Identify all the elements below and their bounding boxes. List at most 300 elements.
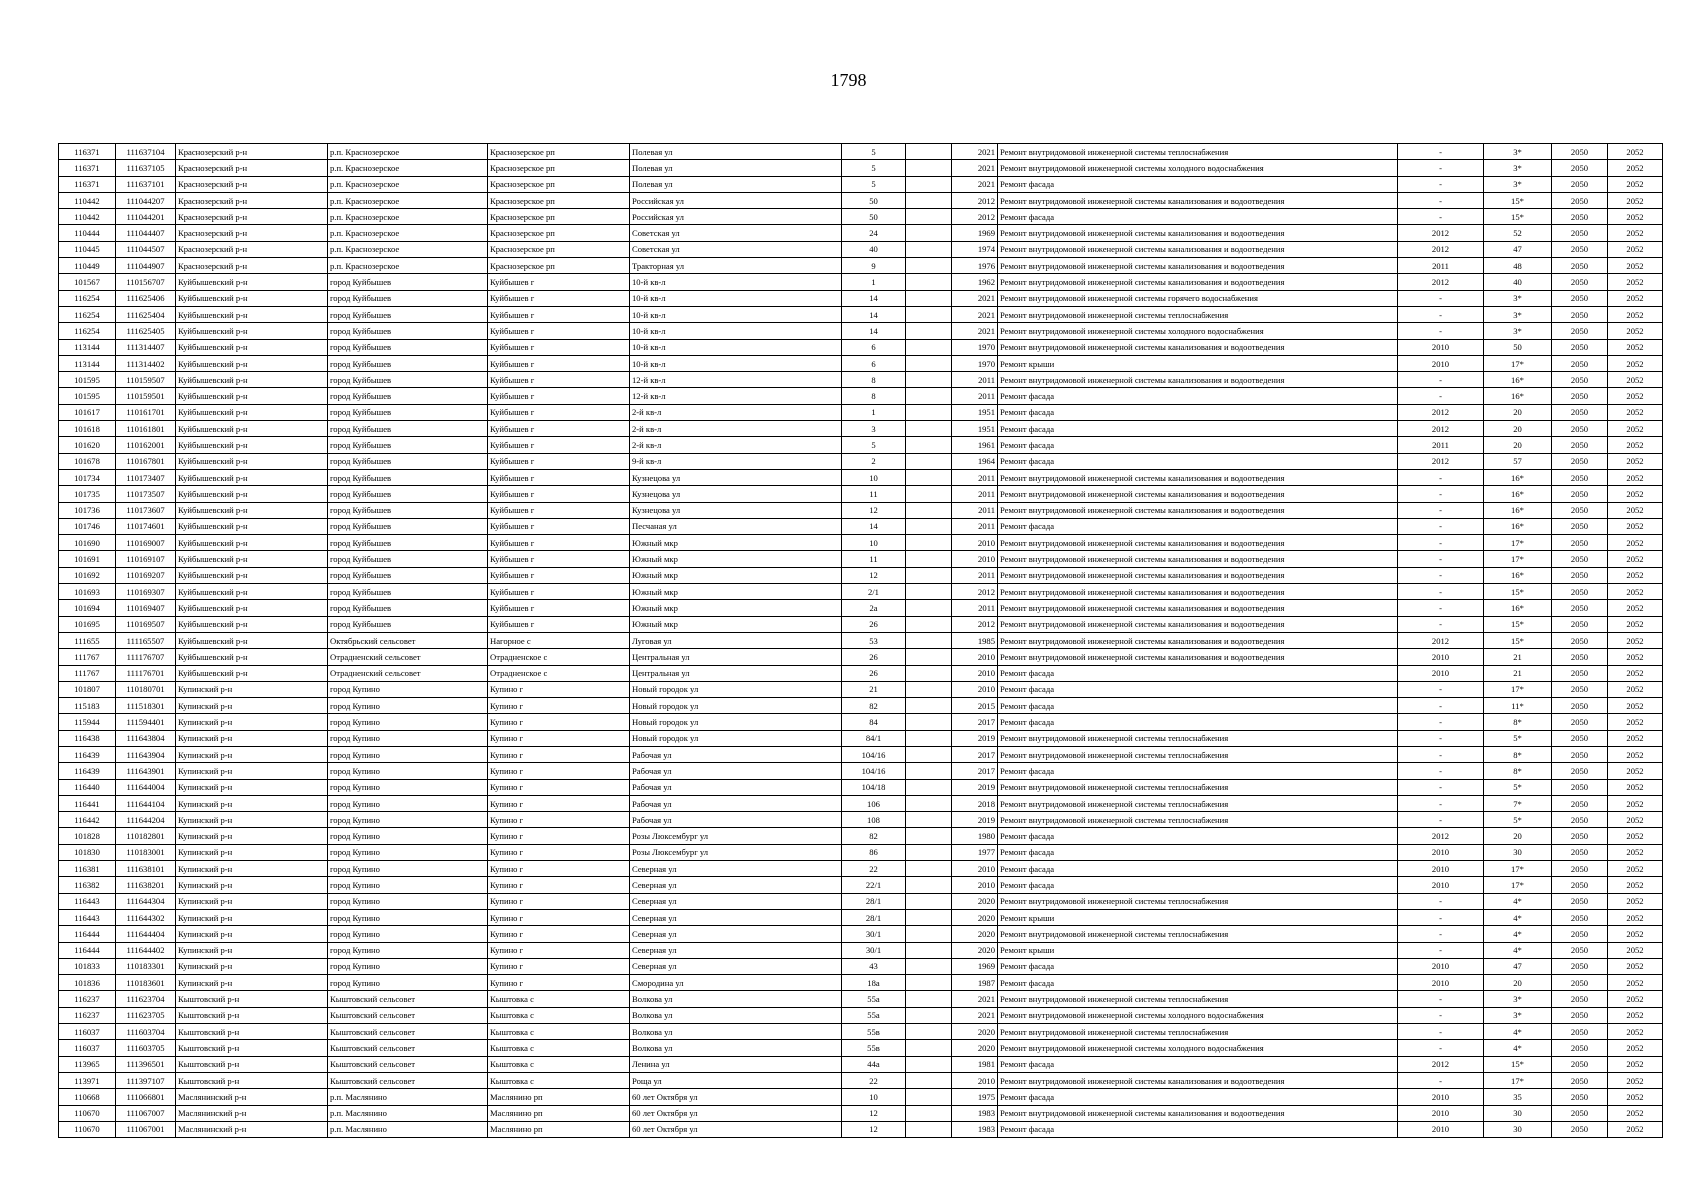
cell-blank-cell [906, 893, 952, 909]
cell-work-code: 111643804 [116, 730, 176, 746]
cell-street: Тракторная ул [630, 258, 842, 274]
cell-work-code: 111623705 [116, 1007, 176, 1023]
cell-street: Песчаная ул [630, 518, 842, 534]
cell-last-repair-year: - [1398, 306, 1484, 322]
cell-house-id: 101617 [59, 404, 116, 420]
cell-blank-cell [906, 469, 952, 485]
cell-wear-value: 47 [1484, 958, 1552, 974]
cell-house-id: 101678 [59, 453, 116, 469]
cell-house-id: 101830 [59, 844, 116, 860]
cell-blank-cell [906, 975, 952, 991]
cell-street: Южный мкр [630, 567, 842, 583]
cell-municipality: город Купино [328, 942, 488, 958]
cell-work-code: 110169307 [116, 584, 176, 600]
cell-municipality: город Купино [328, 861, 488, 877]
cell-blank-cell [906, 746, 952, 762]
cell-work-type: Ремонт внутридомовой инженерной системы канализования и водоотведения [998, 1072, 1398, 1088]
cell-municipality: город Куйбышев [328, 290, 488, 306]
cell-house-id: 101695 [59, 616, 116, 632]
cell-build-year: 2011 [952, 518, 998, 534]
cell-street: Кузнецова ул [630, 469, 842, 485]
cell-district: Куйбышевский р-н [176, 649, 328, 665]
cell-house-number: 104/18 [842, 779, 906, 795]
cell-municipality: город Куйбышев [328, 339, 488, 355]
cell-plan-end-year: 2052 [1608, 209, 1663, 225]
cell-plan-end-year: 2052 [1608, 323, 1663, 339]
cell-blank-cell [906, 355, 952, 371]
cell-work-type: Ремонт внутридомовой инженерной системы теплоснабжения [998, 306, 1398, 322]
cell-street: 10-й кв-л [630, 274, 842, 290]
cell-plan-end-year: 2052 [1608, 290, 1663, 306]
cell-wear-value: 35 [1484, 1089, 1552, 1105]
cell-municipality: город Купино [328, 844, 488, 860]
cell-plan-end-year: 2052 [1608, 926, 1663, 942]
cell-plan-end-year: 2052 [1608, 144, 1663, 160]
cell-blank-cell [906, 584, 952, 600]
cell-work-type: Ремонт внутридомовой инженерной системы канализования и водоотведения [998, 649, 1398, 665]
cell-work-code: 110173407 [116, 469, 176, 485]
cell-plan-start-year: 2050 [1552, 991, 1608, 1007]
cell-house-id: 101828 [59, 828, 116, 844]
cell-blank-cell [906, 698, 952, 714]
cell-municipality: р.п. Краснозерское [328, 160, 488, 176]
cell-district: Куйбышевский р-н [176, 469, 328, 485]
cell-plan-start-year: 2050 [1552, 730, 1608, 746]
cell-house-number: 24 [842, 225, 906, 241]
cell-plan-start-year: 2050 [1552, 714, 1608, 730]
cell-plan-start-year: 2050 [1552, 828, 1608, 844]
cell-house-id: 116037 [59, 1024, 116, 1040]
cell-blank-cell [906, 828, 952, 844]
cell-municipality: город Куйбышев [328, 600, 488, 616]
cell-street: Кузнецова ул [630, 486, 842, 502]
cell-work-code: 110156707 [116, 274, 176, 290]
cell-plan-end-year: 2052 [1608, 535, 1663, 551]
cell-plan-end-year: 2052 [1608, 486, 1663, 502]
cell-plan-end-year: 2052 [1608, 258, 1663, 274]
cell-municipality: город Купино [328, 779, 488, 795]
cell-build-year: 2012 [952, 192, 998, 208]
cell-plan-end-year: 2052 [1608, 893, 1663, 909]
cell-district: Купинский р-н [176, 795, 328, 811]
cell-house-id: 116371 [59, 176, 116, 192]
cell-municipality: Кыштовский сельсовет [328, 1024, 488, 1040]
cell-house-id: 116037 [59, 1040, 116, 1056]
cell-house-id: 116371 [59, 160, 116, 176]
cell-wear-value: 7* [1484, 795, 1552, 811]
cell-house-number: 84/1 [842, 730, 906, 746]
cell-plan-start-year: 2050 [1552, 306, 1608, 322]
cell-district: Куйбышевский р-н [176, 388, 328, 404]
cell-work-code: 110161801 [116, 421, 176, 437]
cell-build-year: 1951 [952, 421, 998, 437]
cell-municipality: город Куйбышев [328, 372, 488, 388]
cell-settlement: Куйбышев г [488, 339, 630, 355]
cell-wear-value: 30 [1484, 1105, 1552, 1121]
cell-last-repair-year: - [1398, 600, 1484, 616]
cell-house-id: 116371 [59, 144, 116, 160]
cell-build-year: 1987 [952, 975, 998, 991]
table-row [59, 535, 1663, 551]
cell-last-repair-year: - [1398, 812, 1484, 828]
table-row [59, 861, 1663, 877]
cell-build-year: 2017 [952, 714, 998, 730]
cell-work-type: Ремонт фасада [998, 763, 1398, 779]
cell-municipality: Отрадненский сельсовет [328, 649, 488, 665]
cell-house-number: 12 [842, 567, 906, 583]
cell-plan-start-year: 2050 [1552, 355, 1608, 371]
cell-municipality: город Куйбышев [328, 421, 488, 437]
cell-district: Кыштовский р-н [176, 1024, 328, 1040]
cell-last-repair-year: - [1398, 730, 1484, 746]
cell-settlement: Отрадненское с [488, 665, 630, 681]
cell-municipality: город Купино [328, 795, 488, 811]
cell-street: Северная ул [630, 958, 842, 974]
cell-settlement: Маслянино рп [488, 1121, 630, 1137]
cell-house-number: 10 [842, 1089, 906, 1105]
cell-house-id: 101734 [59, 469, 116, 485]
cell-municipality: р.п. Краснозерское [328, 176, 488, 192]
cell-street: Центральная ул [630, 649, 842, 665]
cell-blank-cell [906, 437, 952, 453]
page-number: 1798 [830, 70, 867, 90]
cell-wear-value: 3* [1484, 323, 1552, 339]
table-row [59, 844, 1663, 860]
cell-settlement: Купино г [488, 681, 630, 697]
table-row [59, 681, 1663, 697]
cell-blank-cell [906, 1089, 952, 1105]
cell-house-number: 55а [842, 1007, 906, 1023]
cell-work-type: Ремонт фасада [998, 877, 1398, 893]
cell-build-year: 2012 [952, 616, 998, 632]
cell-settlement: Нагорное с [488, 632, 630, 648]
cell-house-id: 101567 [59, 274, 116, 290]
table-row [59, 502, 1663, 518]
cell-work-type: Ремонт внутридомовой инженерной системы теплоснабжения [998, 795, 1398, 811]
cell-municipality: город Куйбышев [328, 469, 488, 485]
cell-house-number: 86 [842, 844, 906, 860]
cell-blank-cell [906, 258, 952, 274]
cell-house-id: 116254 [59, 306, 116, 322]
cell-house-number: 10 [842, 469, 906, 485]
cell-work-code: 111044207 [116, 192, 176, 208]
cell-work-type: Ремонт внутридомовой инженерной системы канализования и водоотведения [998, 502, 1398, 518]
cell-plan-end-year: 2052 [1608, 339, 1663, 355]
cell-street: Роща ул [630, 1072, 842, 1088]
cell-house-id: 110668 [59, 1089, 116, 1105]
cell-house-number: 43 [842, 958, 906, 974]
cell-house-number: 40 [842, 241, 906, 257]
cell-municipality: р.п. Краснозерское [328, 241, 488, 257]
cell-wear-value: 20 [1484, 404, 1552, 420]
cell-last-repair-year: - [1398, 584, 1484, 600]
cell-municipality: город Куйбышев [328, 567, 488, 583]
cell-work-code: 111638101 [116, 861, 176, 877]
cell-plan-start-year: 2050 [1552, 746, 1608, 762]
cell-plan-start-year: 2050 [1552, 144, 1608, 160]
cell-plan-end-year: 2052 [1608, 274, 1663, 290]
cell-wear-value: 15* [1484, 192, 1552, 208]
cell-house-id: 101736 [59, 502, 116, 518]
cell-work-type: Ремонт внутридомовой инженерной системы канализования и водоотведения [998, 632, 1398, 648]
cell-house-number: 104/16 [842, 746, 906, 762]
cell-district: Краснозерский р-н [176, 160, 328, 176]
cell-wear-value: 8* [1484, 763, 1552, 779]
cell-district: Купинский р-н [176, 681, 328, 697]
cell-wear-value: 4* [1484, 1040, 1552, 1056]
cell-plan-end-year: 2052 [1608, 584, 1663, 600]
cell-settlement: Краснозерское рп [488, 241, 630, 257]
cell-house-id: 116439 [59, 746, 116, 762]
cell-blank-cell [906, 453, 952, 469]
cell-work-type: Ремонт внутридомовой инженерной системы канализования и водоотведения [998, 584, 1398, 600]
cell-house-id: 116442 [59, 812, 116, 828]
cell-plan-end-year: 2052 [1608, 437, 1663, 453]
cell-plan-start-year: 2050 [1552, 844, 1608, 860]
cell-wear-value: 4* [1484, 926, 1552, 942]
cell-house-number: 1 [842, 404, 906, 420]
cell-work-type: Ремонт фасада [998, 437, 1398, 453]
cell-blank-cell [906, 1072, 952, 1088]
cell-work-code: 110174601 [116, 518, 176, 534]
table-row [59, 942, 1663, 958]
cell-plan-start-year: 2050 [1552, 779, 1608, 795]
cell-work-code: 111594401 [116, 714, 176, 730]
cell-last-repair-year: 2010 [1398, 844, 1484, 860]
cell-build-year: 2021 [952, 306, 998, 322]
cell-last-repair-year: - [1398, 698, 1484, 714]
cell-municipality: город Купино [328, 893, 488, 909]
cell-settlement: Купино г [488, 893, 630, 909]
cell-last-repair-year: 2012 [1398, 1056, 1484, 1072]
cell-street: Северная ул [630, 893, 842, 909]
table-row [59, 665, 1663, 681]
table-row [59, 160, 1663, 176]
cell-build-year: 2021 [952, 323, 998, 339]
cell-street: Розы Люксембург ул [630, 828, 842, 844]
cell-work-code: 111165507 [116, 632, 176, 648]
cell-settlement: Кыштовка с [488, 1056, 630, 1072]
cell-build-year: 2011 [952, 388, 998, 404]
table-row [59, 616, 1663, 632]
cell-work-type: Ремонт фасада [998, 1089, 1398, 1105]
cell-house-id: 115183 [59, 698, 116, 714]
cell-build-year: 2021 [952, 991, 998, 1007]
cell-build-year: 2011 [952, 567, 998, 583]
cell-work-code: 110169007 [116, 535, 176, 551]
cell-blank-cell [906, 421, 952, 437]
registry-body [59, 144, 1663, 1138]
cell-blank-cell [906, 1040, 952, 1056]
table-row [59, 551, 1663, 567]
cell-work-type: Ремонт крыши [998, 942, 1398, 958]
cell-work-code: 110183001 [116, 844, 176, 860]
cell-plan-start-year: 2050 [1552, 290, 1608, 306]
cell-settlement: Купино г [488, 812, 630, 828]
cell-blank-cell [906, 225, 952, 241]
cell-plan-end-year: 2052 [1608, 698, 1663, 714]
cell-settlement: Краснозерское рп [488, 144, 630, 160]
cell-district: Маслянинский р-н [176, 1105, 328, 1121]
cell-plan-end-year: 2052 [1608, 828, 1663, 844]
table-row [59, 290, 1663, 306]
cell-plan-end-year: 2052 [1608, 975, 1663, 991]
cell-settlement: Краснозерское рп [488, 258, 630, 274]
cell-house-number: 14 [842, 306, 906, 322]
cell-wear-value: 20 [1484, 437, 1552, 453]
cell-settlement: Куйбышев г [488, 469, 630, 485]
cell-street: Южный мкр [630, 600, 842, 616]
cell-blank-cell [906, 795, 952, 811]
cell-plan-start-year: 2050 [1552, 1056, 1608, 1072]
cell-house-number: 5 [842, 437, 906, 453]
cell-work-code: 110182801 [116, 828, 176, 844]
cell-street: 10-й кв-л [630, 339, 842, 355]
cell-work-type: Ремонт внутридомовой инженерной системы канализования и водоотведения [998, 339, 1398, 355]
cell-house-number: 6 [842, 339, 906, 355]
cell-municipality: Отрадненский сельсовет [328, 665, 488, 681]
table-row [59, 421, 1663, 437]
cell-settlement: Куйбышев г [488, 274, 630, 290]
cell-district: Краснозерский р-н [176, 192, 328, 208]
cell-last-repair-year: 2010 [1398, 861, 1484, 877]
cell-settlement: Купино г [488, 698, 630, 714]
cell-wear-value: 15* [1484, 209, 1552, 225]
cell-work-type: Ремонт внутридомовой инженерной системы холодного водоснабжения [998, 1040, 1398, 1056]
cell-blank-cell [906, 388, 952, 404]
cell-last-repair-year: 2010 [1398, 975, 1484, 991]
cell-work-type: Ремонт внутридомовой инженерной системы канализования и водоотведения [998, 616, 1398, 632]
cell-plan-start-year: 2050 [1552, 649, 1608, 665]
cell-settlement: Отрадненское с [488, 649, 630, 665]
cell-work-type: Ремонт внутридомовой инженерной системы теплоснабжения [998, 1024, 1398, 1040]
cell-plan-end-year: 2052 [1608, 844, 1663, 860]
cell-street: Кузнецова ул [630, 502, 842, 518]
cell-municipality: Кыштовский сельсовет [328, 1040, 488, 1056]
cell-build-year: 2011 [952, 469, 998, 485]
cell-work-code: 110169107 [116, 551, 176, 567]
cell-plan-start-year: 2050 [1552, 176, 1608, 192]
cell-wear-value: 17* [1484, 1072, 1552, 1088]
cell-house-id: 116254 [59, 290, 116, 306]
cell-settlement: Кыштовка с [488, 1007, 630, 1023]
cell-house-number: 11 [842, 486, 906, 502]
cell-street: 10-й кв-л [630, 323, 842, 339]
cell-house-id: 101693 [59, 584, 116, 600]
cell-build-year: 1951 [952, 404, 998, 420]
cell-work-code: 111637101 [116, 176, 176, 192]
cell-plan-end-year: 2052 [1608, 746, 1663, 762]
cell-blank-cell [906, 665, 952, 681]
cell-municipality: р.п. Маслянино [328, 1105, 488, 1121]
cell-plan-end-year: 2052 [1608, 632, 1663, 648]
cell-plan-start-year: 2050 [1552, 1024, 1608, 1040]
table-row [59, 209, 1663, 225]
cell-street: Новый городок ул [630, 730, 842, 746]
cell-house-number: 5 [842, 144, 906, 160]
cell-build-year: 2011 [952, 502, 998, 518]
cell-wear-value: 5* [1484, 730, 1552, 746]
cell-blank-cell [906, 942, 952, 958]
cell-blank-cell [906, 567, 952, 583]
cell-street: 60 лет Октября ул [630, 1121, 842, 1137]
cell-work-code: 111397107 [116, 1072, 176, 1088]
table-row [59, 1089, 1663, 1105]
cell-blank-cell [906, 600, 952, 616]
cell-street: Рабочая ул [630, 746, 842, 762]
cell-street: Рабочая ул [630, 795, 842, 811]
cell-wear-value: 20 [1484, 421, 1552, 437]
cell-district: Купинский р-н [176, 926, 328, 942]
cell-plan-start-year: 2050 [1552, 437, 1608, 453]
cell-wear-value: 16* [1484, 388, 1552, 404]
cell-district: Кыштовский р-н [176, 1007, 328, 1023]
cell-plan-start-year: 2050 [1552, 241, 1608, 257]
cell-street: Полевая ул [630, 144, 842, 160]
cell-wear-value: 16* [1484, 518, 1552, 534]
cell-plan-start-year: 2050 [1552, 926, 1608, 942]
cell-street: Рабочая ул [630, 779, 842, 795]
table-row [59, 404, 1663, 420]
table-row [59, 192, 1663, 208]
cell-work-code: 111644104 [116, 795, 176, 811]
cell-build-year: 1974 [952, 241, 998, 257]
cell-last-repair-year: - [1398, 1007, 1484, 1023]
cell-district: Куйбышевский р-н [176, 372, 328, 388]
table-row [59, 567, 1663, 583]
cell-municipality: р.п. Краснозерское [328, 258, 488, 274]
cell-district: Куйбышевский р-н [176, 453, 328, 469]
table-row [59, 453, 1663, 469]
table-row [59, 795, 1663, 811]
cell-last-repair-year: - [1398, 160, 1484, 176]
cell-house-id: 113144 [59, 339, 116, 355]
cell-municipality: город Купино [328, 926, 488, 942]
cell-last-repair-year: - [1398, 616, 1484, 632]
table-row [59, 600, 1663, 616]
cell-house-number: 104/16 [842, 763, 906, 779]
cell-last-repair-year: - [1398, 144, 1484, 160]
cell-district: Куйбышевский р-н [176, 584, 328, 600]
cell-district: Куйбышевский р-н [176, 518, 328, 534]
cell-district: Краснозерский р-н [176, 241, 328, 257]
cell-district: Краснозерский р-н [176, 209, 328, 225]
cell-wear-value: 16* [1484, 502, 1552, 518]
cell-district: Куйбышевский р-н [176, 306, 328, 322]
table-row [59, 241, 1663, 257]
cell-settlement: Купино г [488, 795, 630, 811]
cell-house-id: 113144 [59, 355, 116, 371]
cell-district: Купинский р-н [176, 812, 328, 828]
cell-street: Волкова ул [630, 1007, 842, 1023]
cell-plan-end-year: 2052 [1608, 372, 1663, 388]
table-row [59, 355, 1663, 371]
cell-street: 10-й кв-л [630, 306, 842, 322]
cell-work-code: 111603704 [116, 1024, 176, 1040]
cell-street: Российская ул [630, 192, 842, 208]
cell-municipality: Кыштовский сельсовет [328, 991, 488, 1007]
cell-wear-value: 4* [1484, 909, 1552, 925]
cell-blank-cell [906, 535, 952, 551]
cell-work-type: Ремонт внутридомовой инженерной системы канализования и водоотведения [998, 372, 1398, 388]
cell-settlement: Купино г [488, 763, 630, 779]
cell-work-type: Ремонт фасада [998, 714, 1398, 730]
cell-blank-cell [906, 339, 952, 355]
registry-table [58, 143, 1663, 1138]
cell-build-year: 2020 [952, 909, 998, 925]
cell-blank-cell [906, 306, 952, 322]
cell-house-id: 116382 [59, 877, 116, 893]
